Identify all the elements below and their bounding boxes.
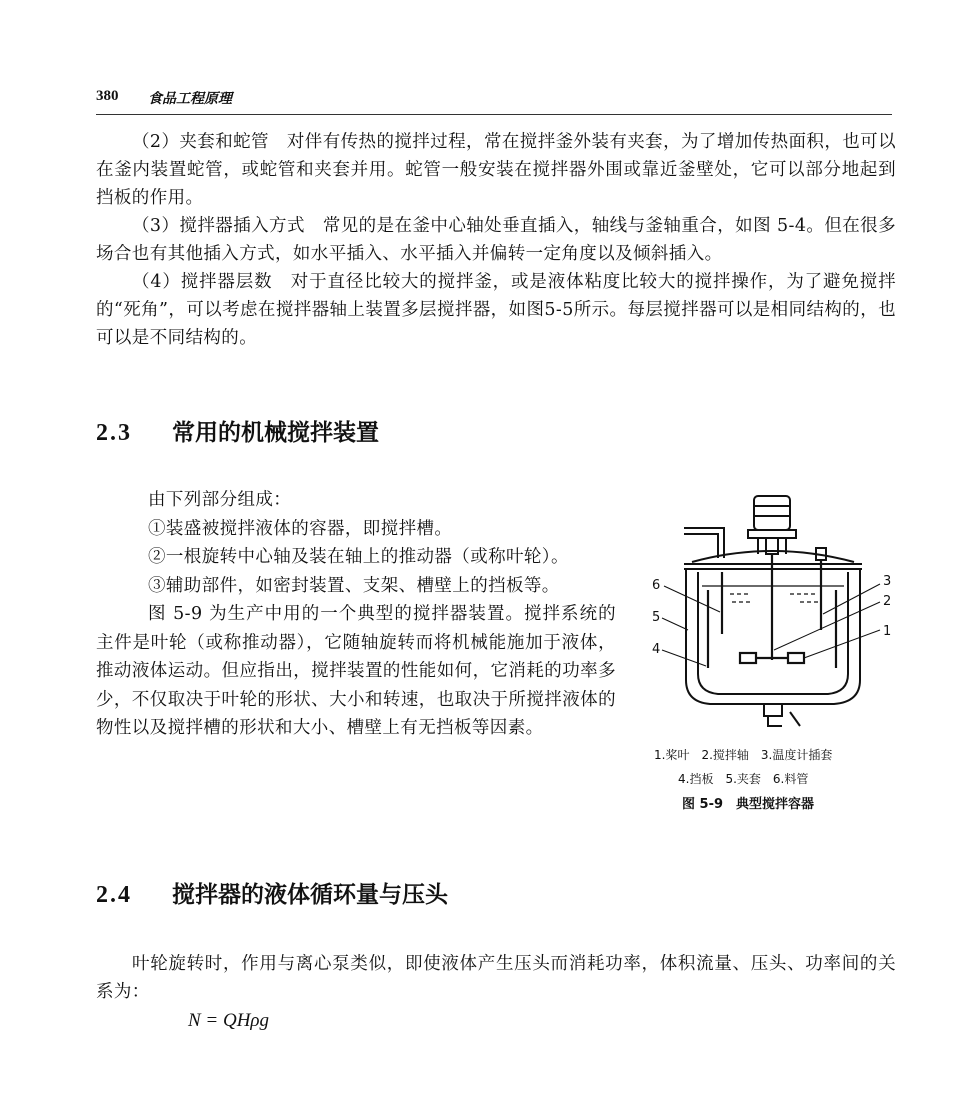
paragraph-component-2: ②一根旋转中心轴及装在轴上的推动器（或称叶轮）。	[148, 547, 569, 567]
paragraph-figure-description: 图 5-9 为生产中用的一个典型的搅拌器装置。搅拌系统的主件是叶轮（或称推动器），它随轴旋转而将机械能施加于液体，推动液体运动。但应指出，搅拌装置的性能如何，它消耗的功率多少，不仅取决于叶轮的形状、大小和转速，也取决于所搅拌液体的物性以及搅拌槽的形状和大小、槽壁上有无挡板等因素。	[96, 604, 616, 738]
power-formula: N = QHρg	[188, 1010, 270, 1031]
figure-caption-line-1: 1.桨叶 2.搅拌轴 3.温度计插套	[654, 748, 833, 762]
leader-2	[774, 602, 880, 650]
paragraph-component-1: ①装盛被搅拌液体的容器，即搅拌槽。	[148, 518, 453, 539]
callout-1: 1	[883, 624, 892, 639]
figure-caption-line-2: 4.挡板 5.夹套 6.料管	[678, 772, 809, 786]
page-number: 380	[96, 88, 119, 104]
callout-4: 4	[652, 642, 661, 657]
section-2-3-body	[96, 486, 616, 743]
section-heading-2-3	[96, 414, 379, 447]
section-2-4-body	[96, 950, 896, 1006]
impeller-blade-right	[788, 653, 804, 663]
callout-3: 3	[883, 574, 892, 589]
paragraph-jacket-coil: （2）夹套和蛇管 对伴有传热的搅拌过程，常在搅拌釜外装有夹套，为了增加传热面积，也可以在釜内装置蛇管，或蛇管和夹套并用。蛇管一般安装在搅拌器外围或靠近釜壁处，它可以部分地起到挡板的作用。	[96, 132, 896, 208]
motor-body	[754, 496, 790, 530]
intro-text	[96, 128, 896, 352]
callout-6: 6	[652, 578, 661, 593]
callout-2: 2	[883, 594, 892, 609]
figure-title: 图 5-9 典型搅拌容器	[682, 797, 815, 812]
leader-3	[823, 584, 880, 614]
section-title: 搅拌器的液体循环量与压头	[172, 881, 448, 908]
leader-1	[804, 630, 880, 658]
callout-5: 5	[652, 610, 661, 625]
leader-5	[662, 618, 688, 630]
book-title: 食品工程原理	[148, 91, 232, 107]
section-heading-2-4	[96, 876, 448, 909]
paragraph-component-3: ③辅助部件，如密封装置、支架、槽壁上的挡板等。	[148, 575, 560, 596]
feed-pipe-inner	[684, 534, 718, 558]
section-number: 2.4	[96, 882, 132, 908]
motor-base	[748, 530, 796, 538]
section-title: 常用的机械搅拌装置	[172, 419, 379, 446]
outlet-pipe	[768, 716, 782, 726]
figure-5-9	[640, 490, 910, 820]
page-header	[96, 86, 892, 114]
leader-4	[662, 650, 706, 666]
section-number: 2.3	[96, 420, 132, 446]
outlet-flange	[764, 704, 782, 716]
header-rule	[96, 114, 892, 115]
outlet-valve	[790, 712, 800, 726]
paragraph-circulation: 叶轮旋转时，作用与离心泵类似，即使液体产生压头而消耗功率，体积流量、压头、功率间的关系为：	[96, 954, 896, 1002]
leader-6	[664, 586, 720, 612]
paragraph-agitator-layers: （4）搅拌器层数 对于直径比较大的搅拌釜，或是液体粘度比较大的搅拌操作，为了避免搅拌的“死角”，可以考虑在搅拌器轴上装置多层搅拌器，如图5-5所示。每层搅拌器可以是相同结构的，也可以是不同结构的。	[96, 272, 896, 348]
paragraph-components-intro: 由下列部分组成：	[148, 490, 292, 510]
paragraph-insertion-method: （3）搅拌器插入方式 常见的是在釜中心轴处垂直插入，轴线与釜轴重合，如图 5-4。但在很多场合也有其他插入方式，如水平插入、水平插入并偏转一定角度以及倾斜插入。	[96, 216, 896, 264]
impeller-blade-left	[740, 653, 756, 663]
